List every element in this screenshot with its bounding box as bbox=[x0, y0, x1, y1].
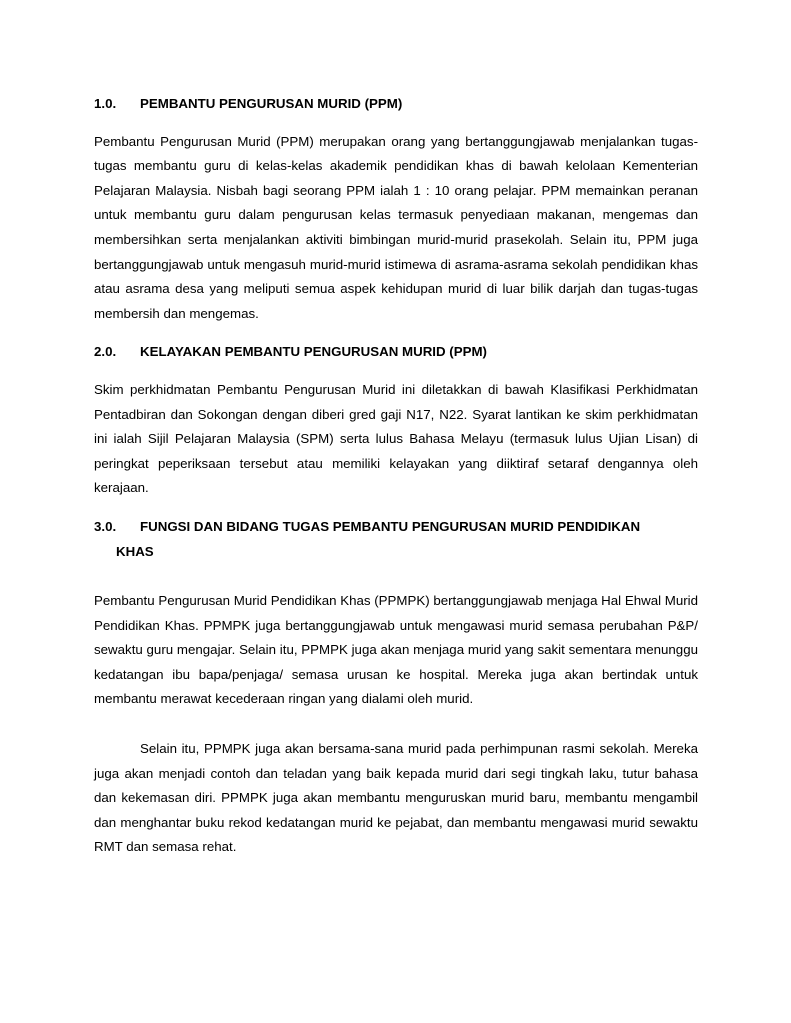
section-2-heading bbox=[94, 340, 698, 365]
section-1-number: 1.0. bbox=[94, 96, 117, 111]
section-1-heading bbox=[94, 92, 698, 117]
section-3-paragraph-2: Selain itu, PPMPK juga akan bersama-sana murid pada perhimpunan rasmi sekolah. Mereka juga akan menjadi contoh dan teladan yang baik kepada murid dari segi tingkah laku, tutur bahasa dan kekemasan diri. PPMPK juga akan membantu menguruskan murid baru, membantu mengambil dan menghantar buku rekod kedatangan murid ke pejabat, dan membantu mengawasi murid sewaktu RMT dan semasa rehat. bbox=[94, 741, 698, 855]
section-3-title-line1: FUNGSI DAN BIDANG TUGAS PEMBANTU PENGURUSAN MURID PENDIDIKAN bbox=[140, 518, 641, 534]
document-content bbox=[94, 92, 698, 860]
section-3-number: 3.0. bbox=[94, 518, 117, 534]
section-3-paragraph-1: Pembantu Pengurusan Murid Pendidikan Khas (PPMPK) bertanggungjawab menjaga Hal Ehwal Murid Pendidikan Khas. PPMPK juga bertanggungjawab untuk mengawasi murid semasa perubahan P&P/ sewaktu guru mengajar. Selain itu, PPMPK juga akan menjaga murid yang sakit sementara menunggu kedatangan ibu bapa/penjaga/ semasa urusan ke hospital. Mereka juga akan bertindak untuk membantu merawat kecederaan ringan yang dialami oleh murid. bbox=[94, 593, 698, 707]
section-2-title: KELAYAKAN PEMBANTU PENGURUSAN MURID (PPM) bbox=[140, 344, 487, 360]
section-3-title-line2: KHAS bbox=[116, 543, 154, 559]
section-1-title: PEMBANTU PENGURUSAN MURID (PPM) bbox=[140, 96, 403, 111]
section-2-paragraph: Skim perkhidmatan Pembantu Pengurusan Murid ini diletakkan di bawah Klasifikasi Perkhidmatan Pentadbiran dan Sokongan dengan diberi gred gaji N17, N22. Syarat lantikan ke skim perkhidmatan ini ialah Sijil Pelajaran Malaysia (SPM) serta lulus Bahasa Melayu (termasuk lulus Ujian Lisan) di peringkat peperiksaan tersebut atau memiliki kelayakan yang diiktiraf setaraf dengannya oleh kerajaan. bbox=[94, 381, 698, 496]
section-3-heading bbox=[94, 515, 698, 564]
section-1-paragraph: Pembantu Pengurusan Murid (PPM) merupakan orang yang bertanggungjawab menjalankan tugas-tugas membantu guru di kelas-kelas akademik pendidikan khas di bawah kelolaan Kementerian Pelajaran Malaysia. Nisbah bagi seorang PPM ialah 1 : 10 orang pelajar. PPM memainkan peranan untuk membantu guru dalam pengurusan kelas termasuk penyediaan makanan, mengemas dan membersihkan serta menjalankan aktiviti bimbingan murid-murid prasekolah. Selain itu, PPM juga bertanggungjawab untuk mengasuh murid-murid istimewa di asrama-asrama sekolah pendidikan khas atau asrama desa yang meliputi semua aspek kehidupan murid di luar bilik darjah dan tugas-tugas membersih dan mengemas. bbox=[94, 133, 698, 321]
section-2-number: 2.0. bbox=[94, 344, 117, 360]
